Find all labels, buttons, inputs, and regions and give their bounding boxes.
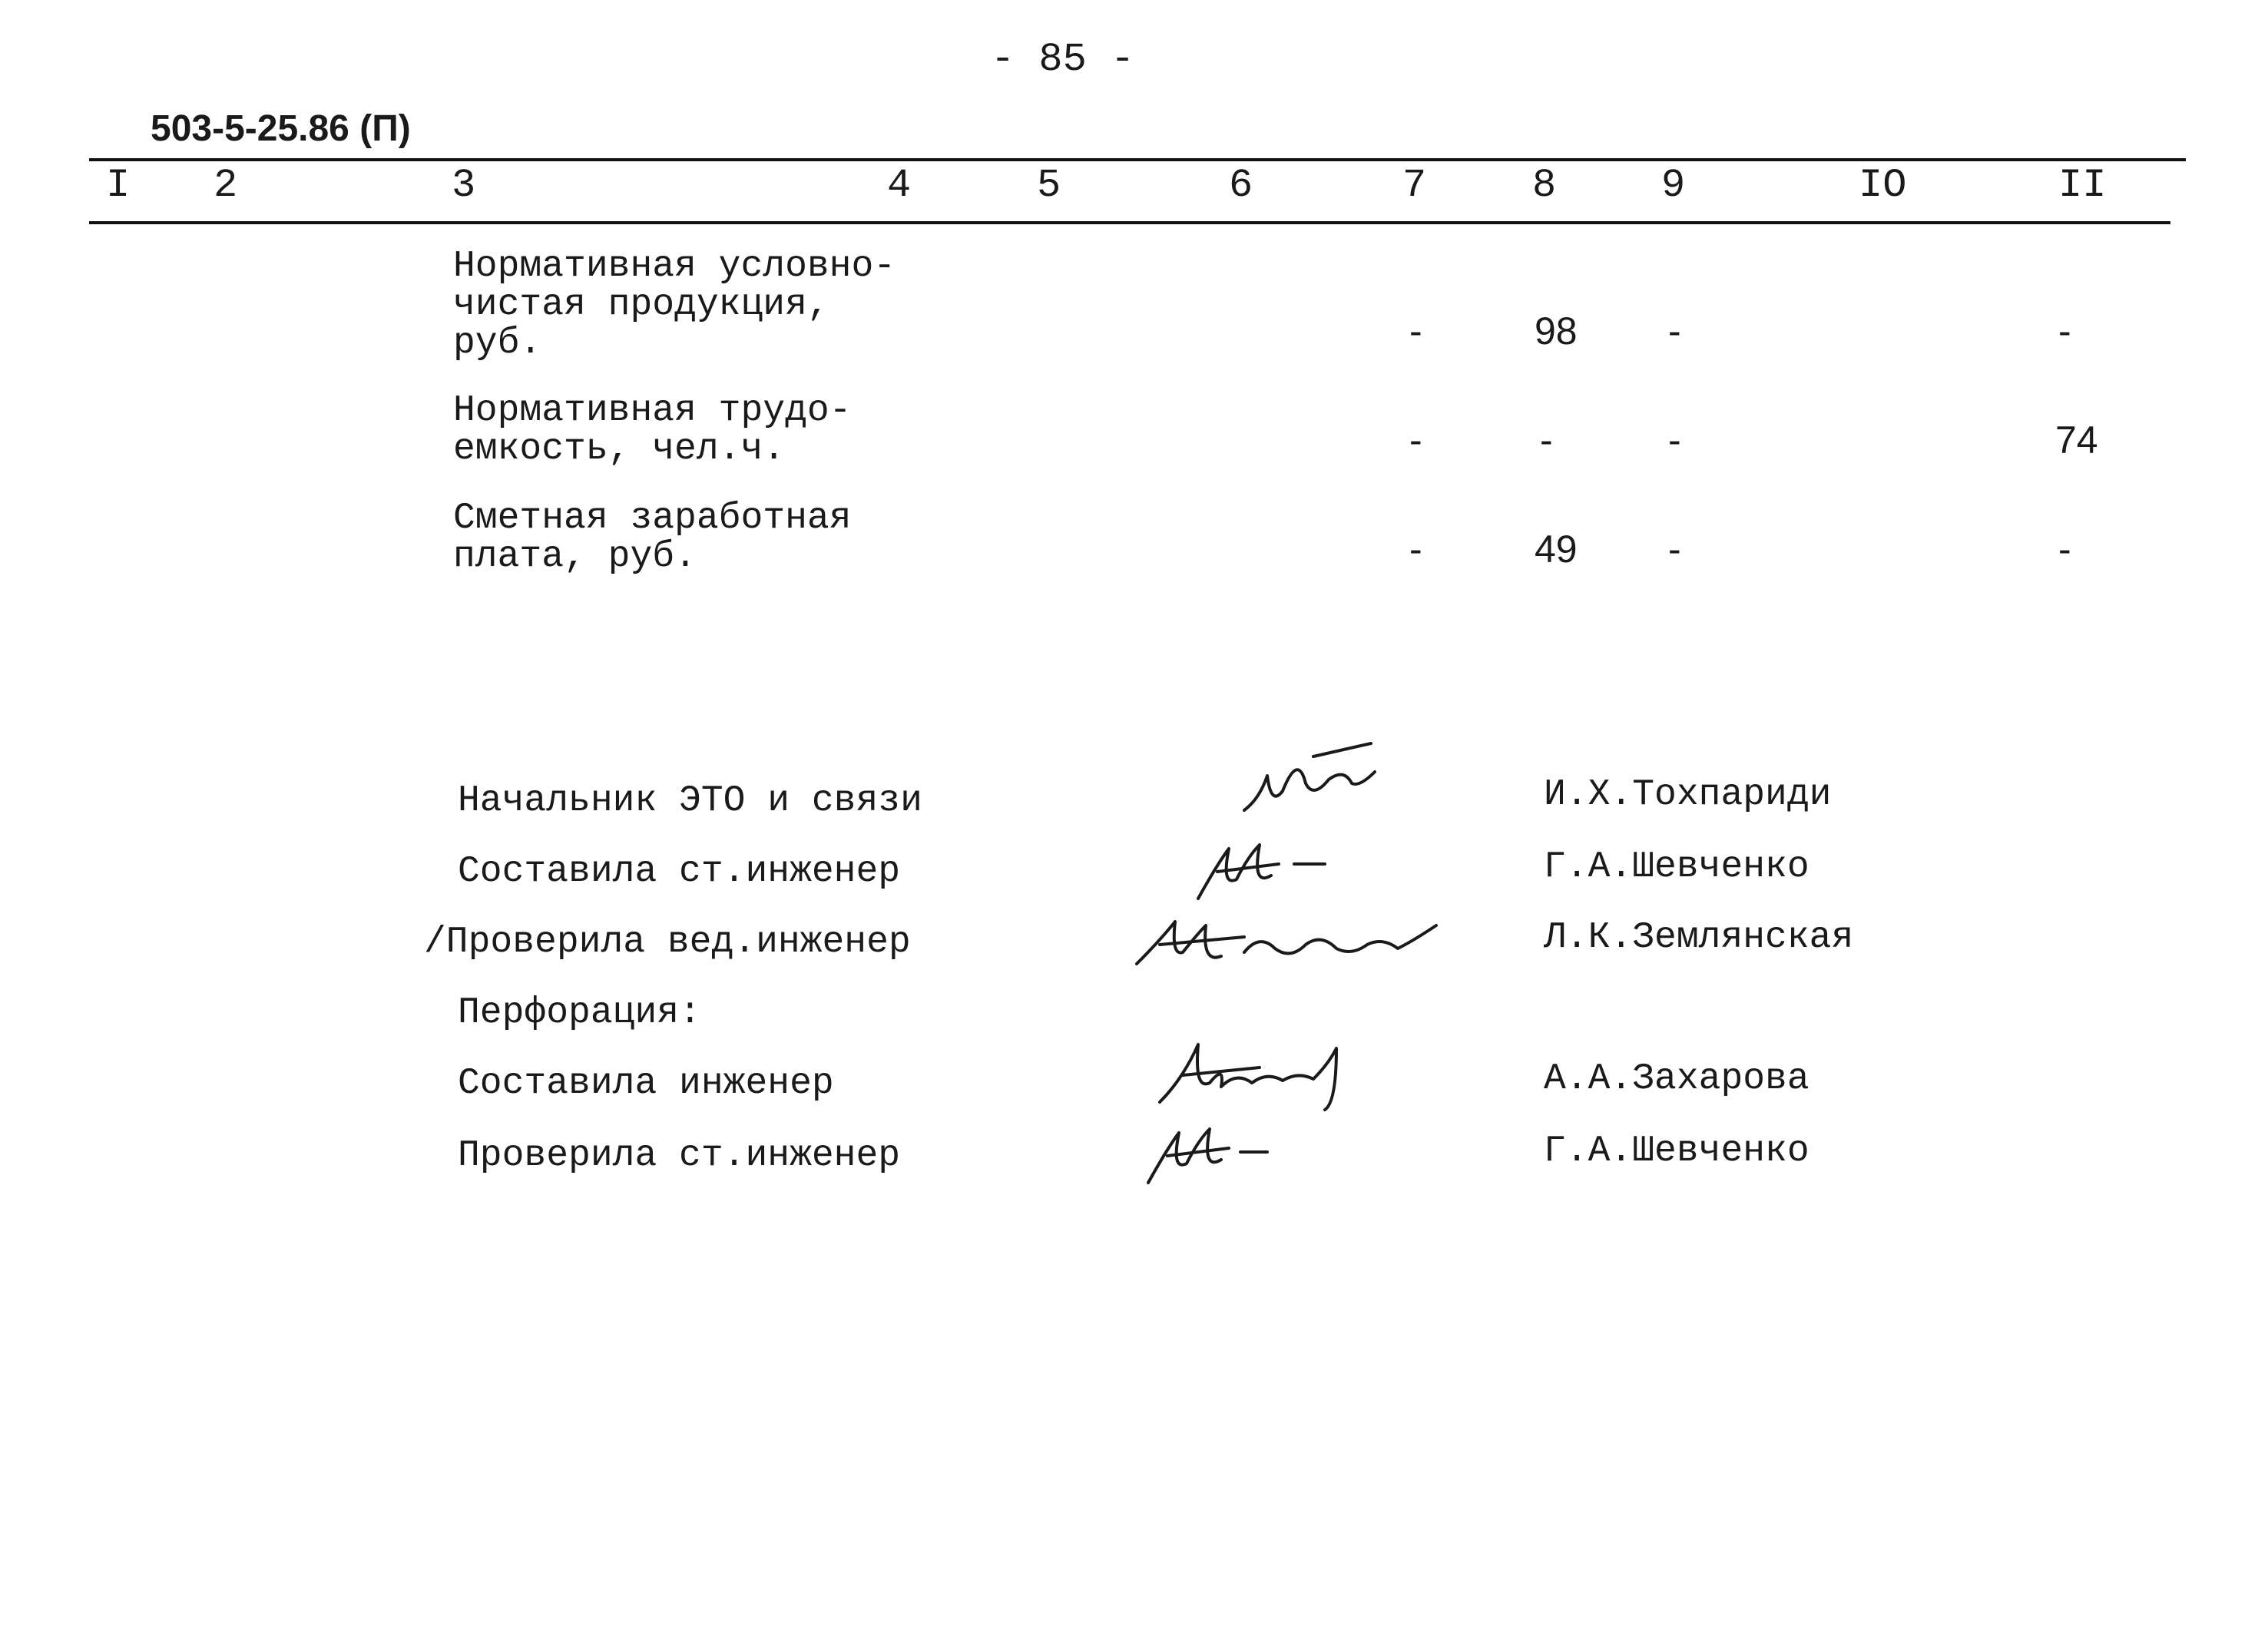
cell-col9: -	[1668, 419, 1681, 462]
column-header-11: II	[2058, 163, 2107, 208]
table-header-rule	[89, 221, 2170, 224]
cell-col7: -	[1409, 310, 1422, 353]
signature-mark	[1152, 1033, 1367, 1117]
table-top-rule	[89, 158, 2186, 161]
signature-role: Составила ст.инженер	[458, 851, 901, 892]
cell-col11: 74	[2055, 419, 2098, 462]
signature-role: Проверила ст.инженер	[458, 1135, 901, 1177]
signature-mark	[1129, 910, 1452, 979]
column-header-4: 4	[887, 163, 912, 208]
section-heading-perforation: Перфорация:	[458, 992, 701, 1034]
page-number: - 85 -	[991, 37, 1135, 82]
table-row-label	[453, 499, 851, 576]
cell-col8: 98	[1535, 310, 1578, 353]
signature-role: /Проверила вед.инженер	[424, 922, 911, 963]
cell-col9: -	[1668, 528, 1681, 571]
signature-role: Составила инженер	[458, 1063, 834, 1104]
row-label-line: Нормативная трудо-	[453, 390, 852, 432]
column-header-9: 9	[1661, 163, 1686, 208]
signature-name: А.А.Захарова	[1544, 1058, 1809, 1100]
row-label-line: емкость, чел.ч.	[453, 429, 786, 470]
cell-col9: -	[1668, 310, 1681, 353]
table-row-label	[453, 247, 896, 362]
cell-col11: -	[2058, 310, 2071, 353]
row-label-line: чистая продукция,	[453, 284, 829, 326]
column-header-2: 2	[214, 163, 238, 208]
cell-col7: -	[1409, 419, 1422, 462]
row-label-line: Нормативная условно-	[453, 246, 896, 287]
column-header-1: I	[106, 163, 131, 208]
signature-role: Начальник ЭТО и связи	[458, 780, 922, 822]
row-label-line: Сметная заработная	[453, 498, 852, 539]
column-header-7: 7	[1402, 163, 1427, 208]
row-label-line: руб.	[453, 323, 542, 364]
signature-name: Л.К.Землянская	[1544, 917, 1854, 958]
column-header-8: 8	[1532, 163, 1557, 208]
signature-name: Г.А.Шевченко	[1544, 846, 1809, 888]
column-header-5: 5	[1037, 163, 1061, 208]
column-header-6: 6	[1229, 163, 1253, 208]
signature-mark	[1237, 737, 1390, 822]
signature-name: Г.А.Шевченко	[1544, 1130, 1809, 1172]
column-header-10: IO	[1859, 163, 1907, 208]
signature-mark	[1137, 1117, 1290, 1194]
row-label-line: плата, руб.	[453, 536, 697, 578]
signature-name: И.Х.Тохпариди	[1544, 774, 1832, 816]
table-row-label	[453, 392, 851, 468]
column-header-3: 3	[452, 163, 476, 208]
cell-col8: -	[1540, 419, 1553, 462]
signature-mark	[1187, 833, 1340, 910]
document-code: 503-5-25.86 (П)	[151, 108, 411, 149]
cell-col11: -	[2058, 528, 2071, 571]
cell-col7: -	[1409, 528, 1422, 571]
cell-col8: 49	[1535, 528, 1578, 571]
